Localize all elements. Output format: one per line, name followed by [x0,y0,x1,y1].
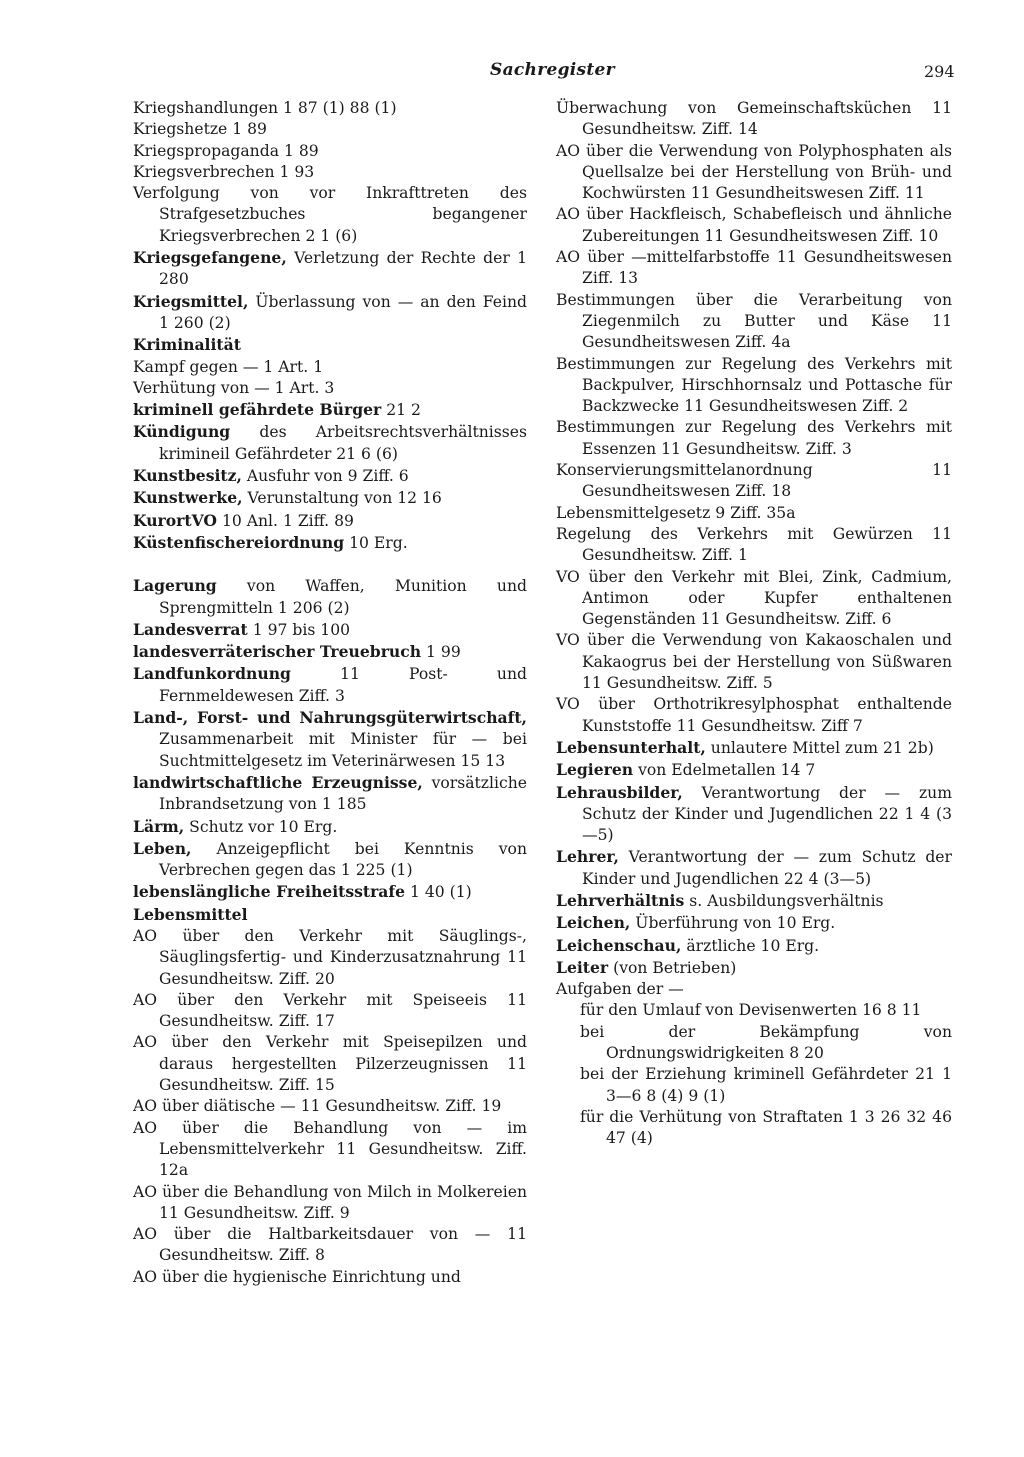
index-entry-text: für die Verhütung von Straftaten 1 3 26 32 46 47 (4) [580,1107,952,1148]
index-entry-text: Regelung des Verkehrs mit Gewürzen 11 Gesundheitsw. Ziff. 1 [556,524,952,565]
index-entry [556,524,952,567]
index-entry [133,1267,527,1288]
index-entry-text: VO über den Verkehr mit Blei, Zink, Cadmium, Antimon oder Kupfer enthaltenen Gegenständen 11 Gesundheitsw. Ziff. 6 [556,567,952,629]
index-headword: Kunstwerke, [133,488,243,508]
index-entry-text: s. Ausbildungsverhältnis [684,891,884,910]
index-entry [133,98,527,119]
index-entry-text: AO über den Verkehr mit Speisepilzen und daraus hergestellten Pilzerzeugnissen 11 Gesundheitsw. Ziff. 15 [133,1033,527,1095]
index-entry [556,759,952,781]
index-entry-text: AO über die Verwendung von Polyphosphaten als Quellsalze bei der Herstellung von Brüh- und Kochwürsten 11 Gesundheitswesen Ziff. 11 [556,141,952,203]
index-headword: Kriminalität [133,335,241,355]
index-entry [556,503,952,524]
index-entry-text: Bestimmungen zur Regelung des Verkehrs mit Backpulver, Hirschhornsalz und Pottasche für Backzwecke 11 Gesundheitswesen Ziff. 2 [556,354,952,416]
index-entry-text: VO über die Verwendung von Kakaoschalen und Kakaogrus bei der Herstellung von Süßwaren 11 Gesundheitsw. Ziff. 5 [556,631,952,693]
index-entry [133,990,527,1033]
index-entry-text: Verantwortung der — zum Schutz der Kinder und Jugendlichen 22 1 4 (3—5) [582,783,952,845]
index-entry-text: Bestimmungen über die Verarbeitung von Ziegenmilch zu Butter und Käse 11 Gesundheitswesen Ziff. 4a [556,290,952,352]
index-entry [556,417,952,460]
index-entry [133,1118,527,1182]
index-entry [133,247,527,291]
index-entry [556,247,952,290]
index-entry-text: Überführung von 10 Erg. [630,914,836,933]
index-entry-text: Überlassung von — an den Feind 1 260 (2) [159,292,527,332]
index-entry [133,399,527,421]
index-entry [556,935,952,957]
index-headword: Lebensunterhalt, [556,737,706,757]
index-entry-text: Zusammenarbeit mit Minister für — bei Suchtmittelgesetz im Veterinärwesen 15 13 [159,730,527,770]
index-entry [556,460,952,503]
index-entry [133,532,527,554]
index-entry-text: für den Umlauf von Devisenwerten 16 8 11 [580,1001,922,1020]
index-entry [133,838,527,882]
page-number: 294 [924,62,955,81]
index-entry [556,912,952,934]
index-entry-text: AO über die Behandlung von Milch in Molkereien 11 Gesundheitsw. Ziff. 9 [133,1182,527,1222]
index-entry-text: Kriegsverbrechen 1 93 [133,162,315,181]
index-entry [133,619,527,641]
index-headword: Kunstbesitz, [133,466,242,486]
index-entry [133,1182,527,1225]
index-headword: landesverräterischer Treuebruch [133,642,422,662]
index-entry-text: AO über den Verkehr mit Säuglings-, Säuglingsfertig- und Kinderzusatznahrung 11 Gesundheitsw. Ziff. 20 [133,926,527,988]
index-entry-text: Lebensmittelgesetz 9 Ziff. 35a [556,503,796,522]
index-entry [133,663,527,707]
index-entry [133,119,527,140]
index-entry-text: Verhütung von — 1 Art. 3 [133,378,335,397]
index-entry [556,98,952,141]
index-entry-text: AO über diätische — 11 Gesundheitsw. Ziff. 19 [133,1097,502,1116]
index-entry [133,465,527,487]
index-entry [556,846,952,890]
index-entry [133,1096,527,1117]
index-entry [556,567,952,631]
index-headword: lebenslängliche Freiheitsstrafe [133,882,406,902]
index-entry-text: Verfolgung von vor Inkrafttreten des Strafgesetzbuches begangener Kriegsverbrechen 2 1 (6) [133,184,527,245]
index-headword: Lehrer, [556,847,619,867]
index-entry [580,1000,952,1021]
index-entry-text: Verunstaltung von 12 16 [242,489,442,508]
index-entry [556,204,952,247]
index-entry-text: AO über den Verkehr mit Speiseeis 11 Gesundheitsw. Ziff. 17 [133,990,527,1031]
index-entry [133,357,527,378]
index-entry [133,1224,527,1267]
index-entry [556,354,952,418]
index-entry-text: AO über —mittelfarbstoffe 11 Gesundheitswesen Ziff. 13 [556,248,952,288]
index-headword: Land-, Forst- und Nahrungsgüterwirtschaft, [133,708,527,728]
index-entry [556,290,952,354]
index-column-left [133,98,527,1288]
index-headword: Leichenschau, [556,935,682,955]
index-entry-text: Aufgaben der — [556,980,684,999]
index-headword: Lagerung [133,576,217,596]
index-entry [133,162,527,183]
index-entry [133,141,527,162]
index-entry [556,957,952,979]
index-entry-text: Schutz vor 10 Erg. [184,817,338,836]
index-entry-text: Verletzung der Rechte der 1 280 [159,249,527,289]
index-entry-text: Kriegspropaganda 1 89 [133,141,319,160]
index-entry [556,979,952,1000]
index-entry [556,890,952,912]
index-entry-text: AO über die Haltbarkeitsdauer von — 11 Gesundheitsw. Ziff. 8 [133,1225,527,1265]
index-entry [133,183,527,247]
index-entry [133,772,527,816]
index-headword: Landesverrat [133,619,248,639]
index-headword: kriminell gefährdete Bürger [133,400,382,420]
index-entry-text: 1 97 bis 100 [247,620,351,639]
index-headword: Lehrausbilder, [556,782,683,802]
index-entry-text: bei der Bekämpfung von Ordnungswidrigkeiten 8 20 [580,1022,952,1063]
index-entry [556,141,952,205]
index-entry [580,1022,952,1065]
index-entry [133,510,527,532]
index-entry-text: AO über die Behandlung von — im Lebensmittelverkehr 11 Gesundheitsw. Ziff. 12a [133,1118,527,1180]
index-entry-text: Bestimmungen zur Regelung des Verkehrs mit Essenzen 11 Gesundheitsw. Ziff. 3 [556,418,952,458]
index-entry-text: 10 Erg. [344,533,408,552]
index-entry-text: bei der Erziehung kriminell Gefährdeter 21 1 3—6 8 (4) 9 (1) [580,1065,952,1105]
index-headword: landwirtschaftliche Erzeugnisse, [133,772,423,792]
index-entry [580,1064,952,1107]
index-headword: Kriegsgefangene, [133,248,287,268]
index-column-right [556,98,952,1150]
index-headword: Leiter [556,957,609,977]
index-entry [580,1107,952,1150]
index-entry [133,707,527,772]
index-entry [133,291,527,335]
index-headword: KurortVO [133,510,217,530]
index-entry-text: Ausfuhr von 9 Ziff. 6 [241,467,409,486]
index-entry [556,694,952,737]
page-title: Sachregister [490,60,615,80]
index-entry [133,816,527,838]
index-entry [556,782,952,847]
index-entry [133,904,527,926]
index-entry [133,881,527,903]
index-entry-text: Kampf gegen — 1 Art. 1 [133,357,324,376]
index-headword: Lebensmittel [133,904,248,924]
index-headword: Leben, [133,838,192,858]
index-headword: Küstenfischereiordnung [133,532,345,552]
index-headword: Lehrverhältnis [556,890,685,910]
index-entry-text: AO über Hackfleisch, Schabefleisch und ähnliche Zubereitungen 11 Gesundheitswesen Ziff. 10 [556,205,952,245]
index-entry-text: (von Betrieben) [608,958,737,977]
index-entry-text: AO über die hygienische Einrichtung und [133,1267,461,1286]
index-entry-text: ärztliche 10 Erg. [681,936,820,955]
index-entry [133,378,527,399]
index-entry-text: von Edelmetallen 14 7 [633,761,816,780]
index-entry [133,926,527,990]
index-headword: Kriegsmittel, [133,291,249,311]
index-headword: Legieren [556,760,634,780]
index-entry [133,575,527,619]
index-entry-text: vorsätzliche Inbrandsetzung von 1 185 [159,773,528,814]
index-entry-text: 11 Post- und Fernmeldewesen Ziff. 3 [159,665,527,705]
index-entry [133,1032,527,1096]
index-entry-text: unlautere Mittel zum 21 2b) [705,738,934,757]
index-entry-text: von Waffen, Munition und Sprengmitteln 1 206 (2) [159,577,527,617]
index-entry-text: Kriegshandlungen 1 87 (1) 88 (1) [133,99,397,117]
index-entry [133,421,527,465]
index-entry-text: VO über Orthotrikresylphosphat enthaltende Kunststoffe 11 Gesundheitsw. Ziff 7 [556,695,952,735]
index-headword: Lärm, [133,816,185,836]
index-entry [133,641,527,663]
index-entry-text: 1 40 (1) [405,883,472,902]
index-headword: Landfunkordnung [133,664,291,684]
index-entry [556,630,952,694]
index-entry-text: 10 Anl. 1 Ziff. 89 [217,511,354,530]
index-entry [133,487,527,509]
index-headword: Leichen, [556,913,631,933]
index-entry-text: Anzeigepflicht bei Kenntnis von Verbrechen gegen das 1 225 (1) [159,839,527,880]
index-entry-text: Kriegshetze 1 89 [133,120,267,139]
index-headword: Kündigung [133,422,231,442]
index-entry-text: des Arbeitsrechtsverhältnisses krimineil Gefährdeter 21 6 (6) [159,423,527,463]
index-entry [556,737,952,759]
index-entry-text: Verantwortung der — zum Schutz der Kinder und Jugendlichen 22 4 (3—5) [582,848,952,888]
index-entry-text: 21 2 [381,401,421,420]
index-entry-text: Überwachung von Gemeinschaftsküchen 11 Gesundheitsw. Ziff. 14 [556,99,952,139]
index-entry-text: 1 99 [421,643,461,662]
index-entry-text: Konservierungsmittelanordnung 11 Gesundheitswesen Ziff. 18 [556,461,952,501]
index-entry [133,334,527,356]
